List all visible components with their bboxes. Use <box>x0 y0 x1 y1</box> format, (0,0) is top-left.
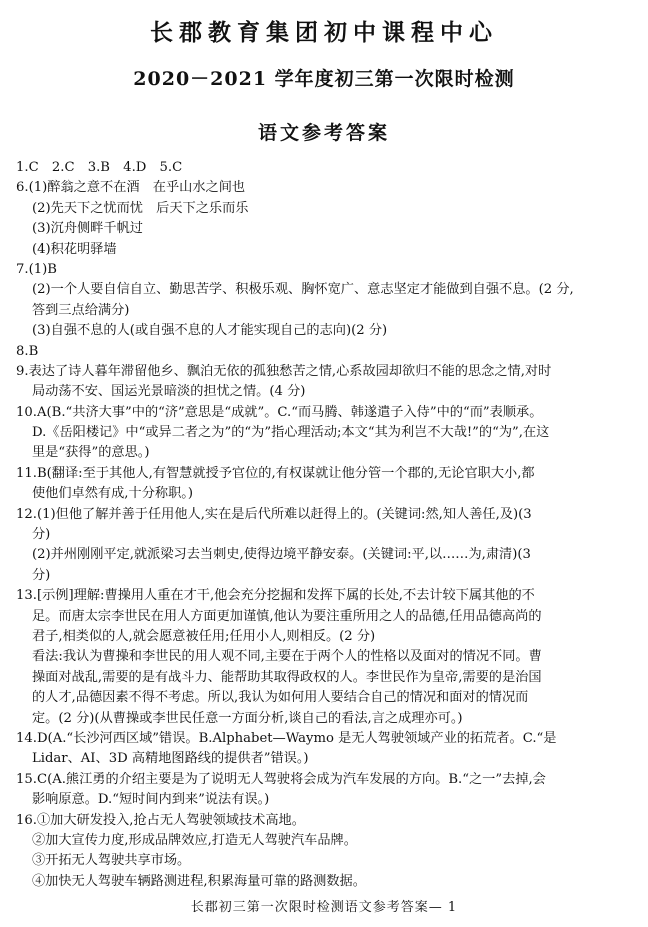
answer-line: (3)自强不息的人(或自强不息的人才能实现自己的志向)(2 分) <box>32 323 388 339</box>
answer-line: 定。(2 分)(从曹操或李世民任意一方面分析,谈自己的看法,言之成理亦可。) <box>32 710 463 726</box>
answer-line: Lidar、AI、3D 高精地图路线的提供者”错误。) <box>32 751 309 767</box>
answer-line: 答到三点给满分) <box>32 302 130 318</box>
answer-line: 8.B <box>16 343 39 359</box>
answer-line: 看法:我认为曹操和李世民的用人观不同,主要在于两个人的性格以及面对的情况不同。曹 <box>32 649 542 665</box>
page-footer: 长郡初三第一次限时检测语文参考答案— 1 <box>190 900 458 915</box>
organization-header: 长郡教育集团初中课程中心 <box>150 19 498 46</box>
answer-line: 局动荡不安、国运光景暗淡的担忧之情。(4 分) <box>32 384 306 400</box>
answer-list <box>16 158 640 892</box>
answer-line: 1.C 2.C 3.B 4.D 5.C <box>16 160 183 175</box>
answer-line: 15.C(A.熊江勇的介绍主要是为了说明无人驾驶将会成为汽车发展的方向。B.“之一”去掉,会 <box>16 771 546 787</box>
answer-line: 6.(1)醉翁之意不在酒 在乎山水之间也 <box>16 180 246 196</box>
answer-line: 9.表达了诗人暮年滞留他乡、飘泊无依的孤独愁苦之情,心系故园却欲归不能的思念之情,对时 <box>16 363 552 379</box>
document-title: 语文参考答案 <box>257 122 390 144</box>
answer-line: 使他们卓然有成,十分称职。) <box>32 486 193 502</box>
answer-line: 16.①加大研发投入,抢占无人驾驶领域技术高地。 <box>16 812 305 828</box>
answer-line: 10.A(B.“共济大事”中的“济”意思是“成就”。C.“而马腾、韩遂遣子入侍”中的“而”表顺承。 <box>16 404 543 420</box>
answer-line: (3)沉舟侧畔千帆过 <box>32 221 143 237</box>
answer-line: (2)一个人要自信自立、勤思苦学、积极乐观、胸怀宽广、意志坚定才能做到自强不息。(2 分, <box>32 282 574 298</box>
answer-line: (2)先天下之忧而忧 后天下之乐而乐 <box>32 200 249 216</box>
answer-line: 12.(1)但他了解并善于任用他人,实在是后代所难以赶得上的。(关键词:然,知人善任,及)(3 <box>16 506 532 522</box>
answer-line: (4)积花明驿墙 <box>32 241 117 257</box>
exam-title: 2020－2021 学年度初三第一次限时检测 <box>133 68 515 90</box>
answer-line: 分) <box>32 527 51 543</box>
answer-line: 分) <box>32 567 51 583</box>
answer-line: 11.B(翻译:至于其他人,有智慧就授予官位的,有权谋就让他分管一个郡的,无论官职大小,都 <box>16 465 535 481</box>
answer-line: 操面对战乱,需要的是有战斗力、能帮助其取得政权的人。李世民作为皇帝,需要的是治国 <box>32 669 542 685</box>
answer-line: 影响原意。D.“短时间内到来”说法有误。) <box>32 792 270 808</box>
answer-line: ③开拓无人驾驶共享市场。 <box>32 853 191 869</box>
answer-line: 足。而唐太宗李世民在用人方面更加谨慎,他认为要注重所用之人的品德,任用品德高尚的 <box>32 608 542 624</box>
answer-line: ②加大宣传力度,形成品牌效应,打造无人驾驶汽车品牌。 <box>32 832 357 848</box>
answer-line: ④加快无人驾驶车辆路测进程,积累海量可靠的路测数据。 <box>32 873 366 889</box>
answer-line: 君子,相类似的人,就会愿意被任用;任用小人,则相反。(2 分) <box>32 628 376 644</box>
answer-line: 里是“获得”的意思。) <box>32 445 150 461</box>
answer-line: D.《岳阳楼记》中“或异二者之为”的“为”指心理活动;本文“其为利岂不大哉!”的“为”,在这 <box>32 425 550 441</box>
answer-line: 14.D(A.“长沙河西区域”错误。B.Alphabet—Waymo 是无人驾驶领域产业的拓荒者。C.“是 <box>16 730 557 746</box>
answer-line: 7.(1)B <box>16 261 57 277</box>
answer-line: 的人才,品德因素不得不考虑。所以,我认为如何用人要结合自己的情况和面对的情况而 <box>32 690 529 706</box>
answer-line: (2)并州刚刚平定,就派梁习去当刺史,使得边境平静安泰。(关键词:平,以……为,肃清)(3 <box>32 547 531 563</box>
answer-line: 13.[示例]理解:曹操用人重在才干,他会充分挖掘和发挥下属的长处,不去计较下属其他的不 <box>16 588 535 604</box>
